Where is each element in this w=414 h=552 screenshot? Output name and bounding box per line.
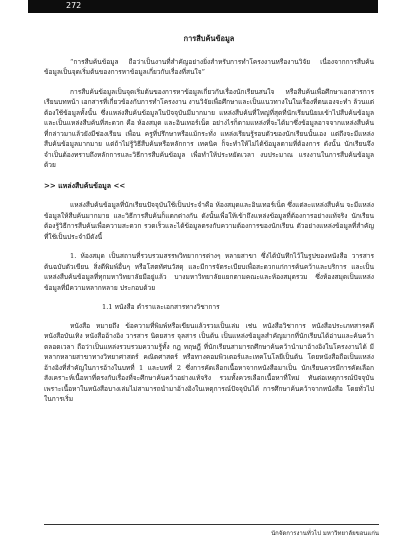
page-header-bar (28, 0, 378, 13)
intro-quote-paragraph: “การสืบค้นข้อมูล ถือว่าเป็นงานที่สำคัญอย่างยิ่งสำหรับการทำโครงงานหรืองานวิจัย เนื่องจากการสืบค้นข้อมูลเป็นจุดเริ่มต้นของการหาข้อมูลเกี่ยวกับเรื่องที่สนใจ” (44, 57, 374, 76)
document-body (44, 34, 374, 414)
body-paragraph: แหล่งสืบค้นข้อมูลที่นักเรียนปัจจุบันใช้เป็นประจำคือ ห้องสมุดและอินเทอร์เน็ต ซึ่งแต่ละแหล่งสืบค้น จะมีแหล่งข้อมูลให้สืบค้นมากมาย และวิธีการสืบค้นก็แตกต่างกัน ดังนั้นเพื่อให้เข้าถึงแหล่งข้อมูลที่ต้องการอย่างแท้จริง นักเรียนต้องรู้วิธีการสืบค้นเพื่อความสะดวก รวดเร็วและได้ข้อมูลตรงกับความต้องการของนักเรียน ตัวอย่างแหล่งข้อมูลที่สำคัญที่ใช้เป็นประจำมีดังนี้ (44, 201, 374, 241)
body-paragraph: การสืบค้นข้อมูลเป็นจุดเริ่มต้นของการหาข้อมูลเกี่ยวกับเรื่องนักเรียนสนใจ หรือสืบค้นเพื่อศึกษาเอกสารการเรียนบทหน้า เอกสารที่เกี่ยวข้องกับการทำโครงงาน งานวิจัยเพื่อศึกษาและเป็นแนวทางในในเรื่องที่ตนเองจะทำ ล้วนแต่ต้องใช้ข้อมูลทั้งนั้น ซึ่งแหล่งสืบค้นข้อมูลในปัจจุบันมีมากมาย แหล่งสืบค้นที่ใหญ่ที่สุดที่นักเรียนนิยมเข้าไปสืบค้นข้อมูลและเป็นแหล่งสืบค้นที่สะดวก คือ ห้องสมุด และอินเทอร์เน็ต อย่างไรก็ตามแหล่งที่จะได้มาซึ่งข้อมูลอาจจากแหล่งสืบค้นที่กล่าวมาแล้วยังมีช่องเรียน เพื่อน ครูที่ปรึกษาหรือแม้กระทั่ง แหล่งเรียนรู้รอบตัวของนักเรียนนั้นเอง แต่ถึงจะมีแหล่งสืบค้นข้อมูลมากมาย แต่ถ้าไม่รู้วิธีสืบค้นหรือหลักการ เทคนิค ก็จะทำให้ไม่ได้ข้อมูลตามที่ต้องการ ดังนั้น นักเรียนจึงจำเป็นต้องทราบถึงหลักการและวิธีการสืบค้นข้อมูล เพื่อทำให้ประหยัดเวลา งบประมาณ แรงงานในการสืบค้นข้อมูลด้วย (44, 87, 374, 169)
section-title: การสืบค้นข้อมูล (183, 34, 235, 43)
body-paragraph: 1. ห้องสมุด เป็นสถานที่รวบรวมสรรพวิทยาการต่างๆ หลายสาขา ซึ่งได้บันทึกไว้ในรูปของหนังสือ วารสาร ต้นฉบับตัวเขียน สิ่งตีพิมพ์อื่นๆ หรือโสตทัศนวัสดุ และมีการจัดระเบียบเพื่อสะดวกแก่การค้นคว้าและบริการ และเป็นแหล่งสืบค้นข้อมูลที่ทุกมหาวิทยาลัยมีอยู่แล้ว บางมหาวิทยาลัยแยกตามคณะและห้องสมุดรวม ซึ่งห้องสมุดเป็นแหล่งข้อมูลที่มีความหลากหลาย ประกอบด้วย (44, 252, 374, 292)
page-number: 272 (66, 1, 82, 10)
subheading: >> แหล่งสืบค้นข้อมูล << (44, 180, 126, 190)
footer-text: นักจัดการงานทั่วไป มหาวิทยาลัยขอนแก่น (271, 530, 379, 537)
footer-rule (44, 524, 379, 525)
body-paragraph: หนังสือ หมายถึง ข้อความที่พิมพ์หรือเขียนแล้วรวมเป็นเล่ม เช่น หนังสือวิชาการ หนังสือประเภทสารคดี หนังสือบันเทิง หนังสืออ้างอิง วารสาร นิตยสาร จุลสาร เป็นต้น เป็นแหล่งข้อมูลสำคัญมากที่นักเรียนได้อ่านและค้นคว้าตลอดเวลา ถือว่าเป็นแหล่งรวบรวมความรู้ทั้ง กฎ ทฤษฎี ที่นักเรียนสามารถศึกษาค้นคว้านำมาอ้างอิงในโครงงานได้ มีหลากหลายสาขาทางวิทยาศาสตร์ คณิตศาสตร์ หรือทางคอมพิวเตอร์และเทคโนโลยีเป็นต้น โดยหนังสือถือเป็นแหล่งอ้างอิงที่สำคัญในการอ้างในบทที่ 1 และบทที่ 2 ซึ่งการคัดเลือกเนื้อหาจากหนังสือมาเป็น นักเรียนควรมีการคัดเลือก สังเคราะห์เนื้อหาที่ตรงกับเรื่องที่จะศึกษาค้นคว้าอย่างแท้จริง รวมทั้งควรเลือกเนื้อหาที่ใหม่ ทันต่อเหตุการณ์ปัจจุบัน เพราะเนื้อหาในหนังสือบางเล่มไม่สามารถนำมาอ้างอิงในเหตุการณ์ปัจจุบันได้ การศึกษาค้นคว้าจากหนังสือ โดยทั่วไปในการเริ่ม (44, 321, 374, 403)
sub-subheading: 1.1 หนังสือ ตำราและเอกสารทางวิชาการ (102, 303, 220, 311)
